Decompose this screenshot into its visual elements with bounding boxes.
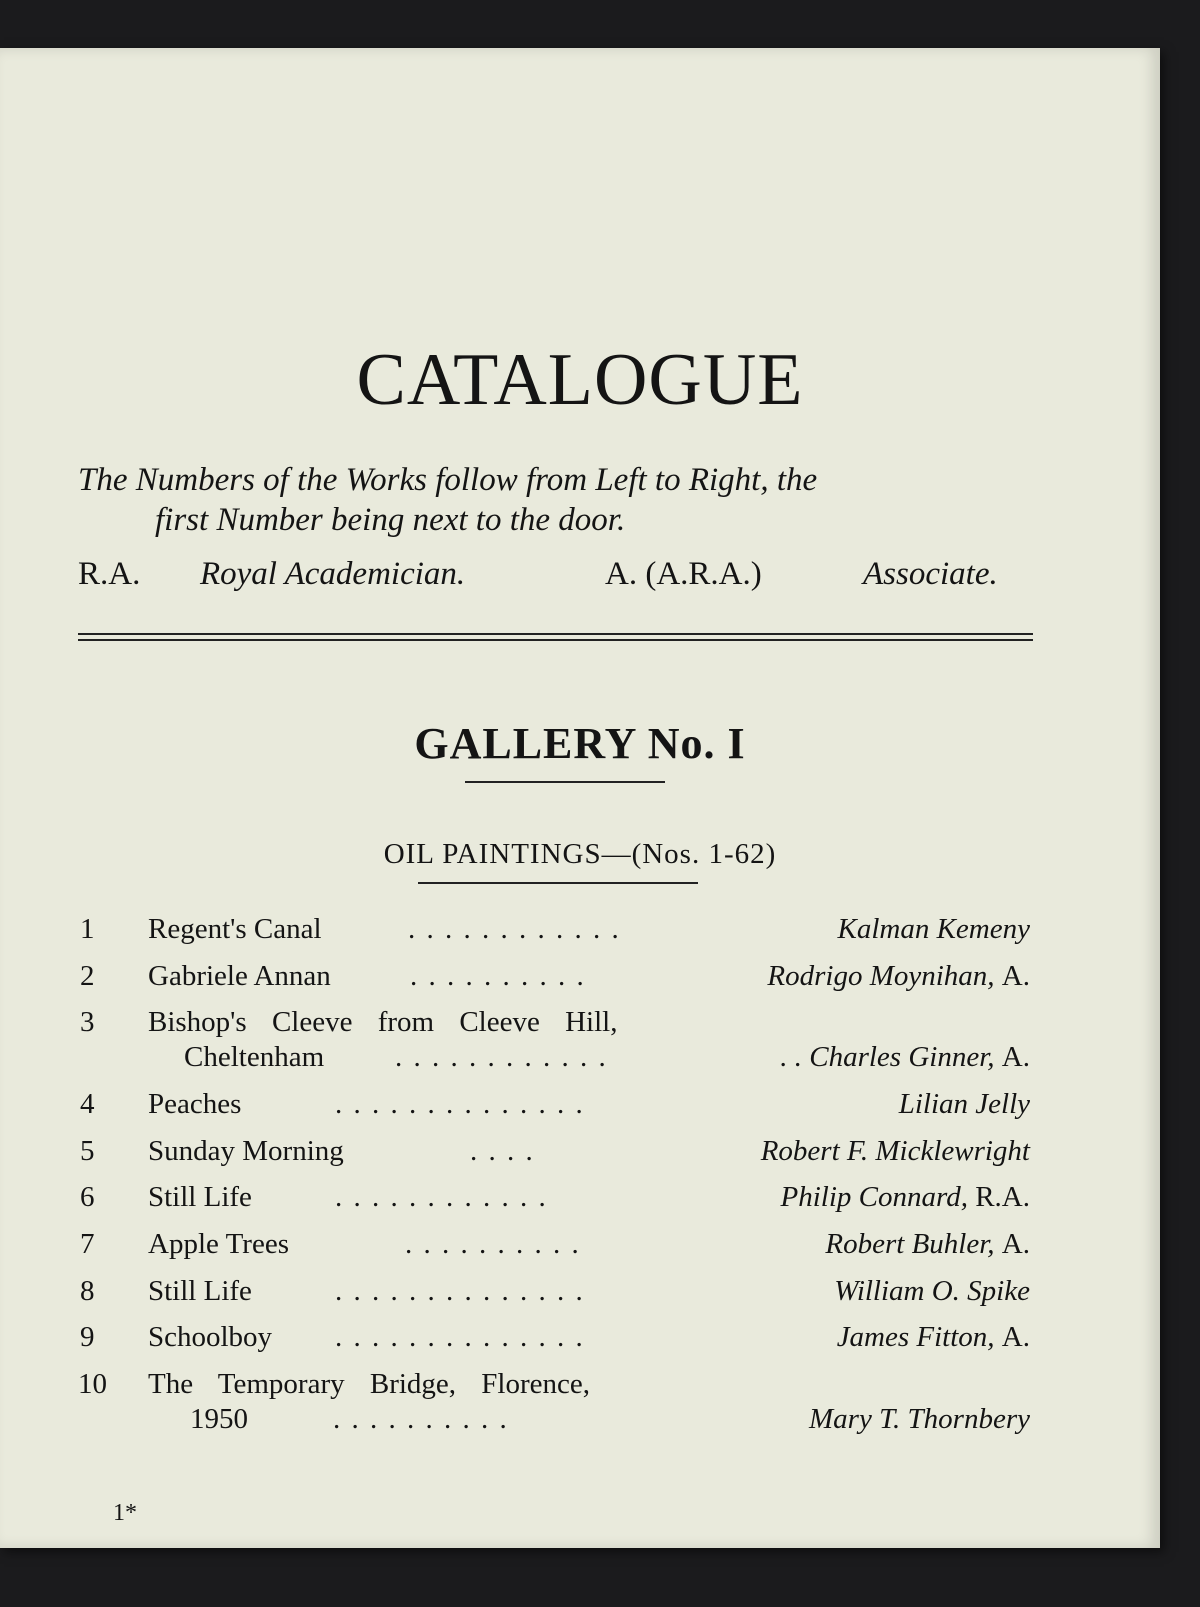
list-item	[0, 1181, 1160, 1221]
entry-artist: Lilian Jelly	[898, 1088, 1030, 1120]
leader-dots: . . . . . . . . . . . . . .	[335, 1275, 585, 1307]
leader-dots: . . . . . . . . . . . .	[408, 913, 621, 945]
entry-number: 3	[80, 1006, 95, 1038]
entry-title: Sunday Morning	[148, 1135, 344, 1167]
list-item-continuation	[0, 1403, 1160, 1443]
entry-title: Still Life	[148, 1181, 252, 1213]
entry-artist: Mary T. Thornbery	[809, 1403, 1030, 1435]
entry-title: Schoolboy	[148, 1321, 273, 1353]
leader-dots: . . . . . . . . . . . .	[395, 1041, 608, 1073]
section-divider	[418, 882, 698, 884]
leader-dots: . . . . . . . . . . . . . .	[335, 1088, 585, 1120]
entry-number: 6	[80, 1181, 95, 1213]
leader-dots: . . . . . . . . . . . .	[335, 1181, 548, 1213]
leader-dots: . . . . . . . . . .	[405, 1228, 581, 1260]
signature-mark: 1*	[113, 1500, 137, 1526]
entry-title-continued: Cheltenham	[184, 1041, 325, 1073]
entry-artist: . . Charles Ginner, A.	[780, 1041, 1030, 1073]
list-item	[0, 1321, 1160, 1361]
leader-dots: . . . . . . . . . .	[333, 1403, 509, 1435]
entry-number: 10	[78, 1368, 107, 1400]
list-item	[0, 1368, 1160, 1408]
entry-number: 7	[80, 1228, 95, 1260]
entry-artist: Robert Buhler, A.	[825, 1228, 1030, 1260]
entry-title-continued: 1950	[190, 1403, 248, 1435]
abbr-ra-desc: Royal Academician.	[200, 556, 466, 592]
list-item-continuation	[0, 1041, 1160, 1081]
intro-line-1: The Numbers of the Works follow from Left to Right, the	[78, 462, 818, 498]
list-item	[0, 1135, 1160, 1175]
list-item	[0, 1228, 1160, 1268]
leader-dots: . . . .	[470, 1135, 535, 1167]
entry-number: 2	[80, 960, 95, 992]
entry-artist: Kalman Kemeny	[837, 913, 1030, 945]
entry-artist: William O. Spike	[834, 1275, 1030, 1307]
abbr-ara: A. (A.R.A.)	[605, 556, 762, 592]
entry-artist: Robert F. Micklewright	[760, 1135, 1030, 1167]
list-item	[0, 913, 1160, 953]
entry-title: Regent's Canal	[148, 913, 322, 945]
leader-dots: . . . . . . . . . .	[410, 960, 586, 992]
abbr-ara-desc: Associate.	[863, 556, 998, 592]
entry-title: Still Life	[148, 1275, 252, 1307]
list-item	[0, 1275, 1160, 1315]
section-heading: OIL PAINTINGS—(Nos. 1-62)	[383, 838, 777, 870]
list-item	[0, 1088, 1160, 1128]
entry-title: Gabriele Annan	[148, 960, 331, 992]
entry-number: 9	[80, 1321, 95, 1353]
gallery-heading: GALLERY No. I	[414, 719, 746, 768]
entry-number: 4	[80, 1088, 95, 1120]
leader-dots: . . . . . . . . . . . . . .	[335, 1321, 585, 1353]
list-item	[0, 1006, 1160, 1046]
page-title: CATALOGUE	[356, 339, 804, 421]
entry-number: 5	[80, 1135, 95, 1167]
entry-number: 1	[80, 913, 95, 945]
gallery-divider	[465, 781, 665, 783]
list-item	[0, 960, 1160, 1000]
entry-title: Bishop's Cleeve from Cleeve Hill,	[148, 1006, 618, 1038]
entry-artist: Rodrigo Moynihan, A.	[767, 960, 1030, 992]
double-rule-bottom	[78, 639, 1033, 641]
entry-title: The Temporary Bridge, Florence,	[148, 1368, 591, 1400]
catalogue-page	[0, 48, 1160, 1548]
double-rule-top	[78, 633, 1033, 635]
entry-artist: Philip Connard, R.A.	[780, 1181, 1030, 1213]
intro-line-2: first Number being next to the door.	[155, 502, 626, 538]
entry-title: Apple Trees	[148, 1228, 289, 1260]
abbr-ra: R.A.	[78, 556, 141, 592]
entry-artist: James Fitton, A.	[836, 1321, 1030, 1353]
entry-number: 8	[80, 1275, 95, 1307]
entry-title: Peaches	[148, 1088, 242, 1120]
